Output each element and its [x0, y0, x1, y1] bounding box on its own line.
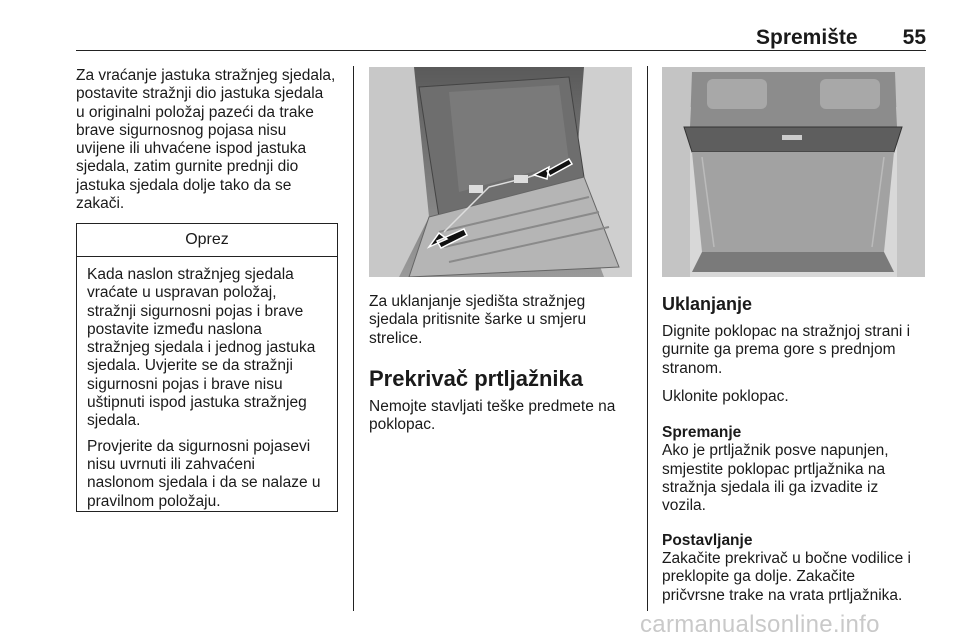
column-divider-2	[647, 66, 648, 611]
removal-text: Dignite poklopac na stražnjoj strani i gurnite ga prema gore s prednjom stranom. Uklonite poklopac. Spremanje Ako je prtljažnik posve napunjen, smjestite poklopac prtljažnika na stražnja sjedala ili ga izvadite iz vozila. Postavljanje Zakačite prekrivač u bočne vodilice i preklopite ga dolje. Zakačite pričvrsne trake na vrata prtljažnika.	[662, 323, 926, 605]
removal-step-2: Uklonite poklopac.	[662, 387, 789, 405]
caution-box	[76, 223, 338, 512]
header-title: Spremište	[756, 26, 858, 49]
section-heading-removal: Uklanjanje	[662, 294, 753, 314]
caution-body	[77, 257, 337, 511]
load-cover-warning: Nemojte stavljati teške predmete na poklopac.	[369, 398, 616, 434]
section-heading-load-cover: Prekrivač prtljažnika	[369, 366, 584, 391]
intro-paragraph: Za vraćanje jastuka stražnjeg sjedala, postavite stražnji dio jastuka sjedala u originalni položaj pazeći da trake brave sigurnosnog pojasa nisu uvijene ili uhvaćene ispod jastuka sjedala, zatim gurnite prednji dio jastuka sjedala dolje tako da se zakači.	[76, 67, 336, 213]
caution-paragraph-2: Provjerite da sigurnosni pojasevi nisu uvrnuti ili zahvaćeni naslonom sjedala i da se nalaze u pravilnom položaju.	[87, 437, 321, 510]
watermark: carmanualsonline.info	[640, 611, 880, 638]
figure-caption: Za uklanjanje sjedišta stražnjeg sjedala pritisnite šarke u smjeru strelice.	[369, 293, 587, 347]
figure-trunk-cover	[662, 67, 925, 277]
rear-seat-illustration	[369, 67, 632, 277]
trunk-illustration	[662, 67, 925, 277]
figure-rear-seat-hinges	[369, 67, 632, 277]
subheading-installation: Postavljanje	[662, 531, 753, 549]
header-rule	[76, 50, 926, 51]
column-divider-1	[353, 66, 354, 611]
storage-text: Ako je prtljažnik posve napunjen, smjestite poklopac prtljažnika na stražnja sjedala ili ga izvadite iz vozila.	[662, 442, 889, 515]
installation-text: Zakačite prekrivač u bočne vodilice i preklopite ga dolje. Zakačite pričvrsne trake na vrata prtljažnika.	[662, 549, 911, 604]
caution-title: Oprez	[77, 224, 337, 257]
caution-paragraph-1: Kada naslon stražnjeg sjedala vraćate u uspravan položaj, stražnji sigurnosni pojas i brave postavite između naslona stražnjeg sjedala i jednog jastuka sjedala. Uvjerite se da stražnji sigurnosni pojas i brave nisu uštipnuti ispod jastuka stražnjeg sjedala.	[87, 266, 316, 430]
page-number: 55	[902, 26, 926, 49]
subheading-storage: Spremanje	[662, 424, 742, 442]
